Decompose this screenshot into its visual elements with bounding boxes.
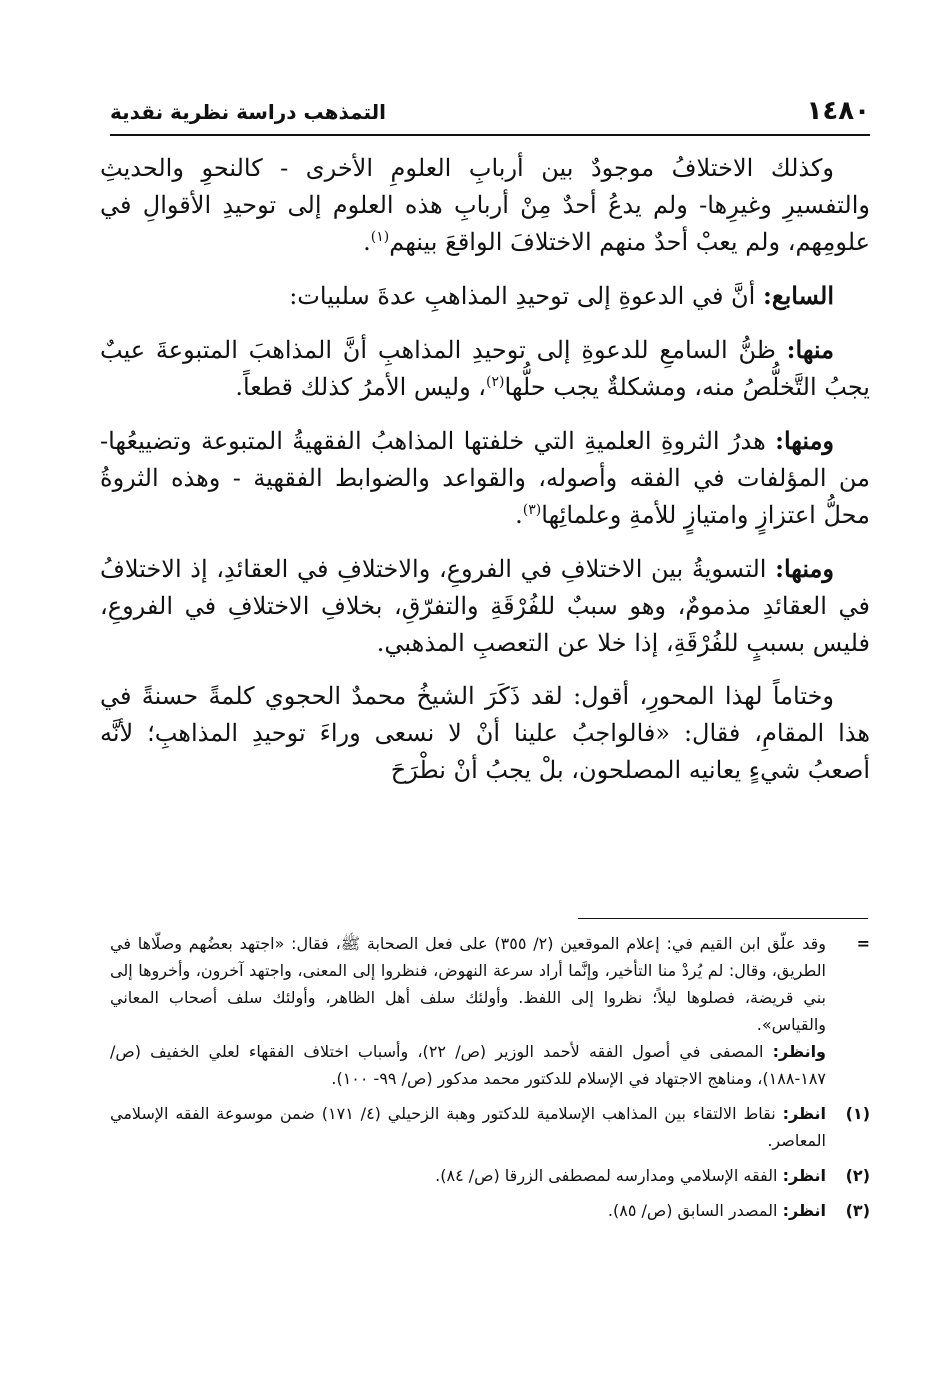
footnote-ref-1: (١): [370, 229, 390, 245]
footnote-continued-paragraph-2: [110, 1038, 826, 1092]
footnote-ref-2: (٢): [486, 374, 505, 390]
footnote-2-text: [110, 1162, 826, 1189]
paragraph-2-lead: السابع:: [762, 281, 834, 310]
paragraph-6-text: وختاماً لهذا المحورِ، أقول: لقد ذَكَرَ الشيخُ محمدٌ الحجوي كلمةً حسنةً في هذا المقامِ، فقال: «فالواجبُ علينا أنْ لا نسعى وراءَ توحيدِ المذاهبِ؛ لأنَّه أصعبُ شيءٍ يعانيه المصلحون، بلْ يجبُ أنْ نطْرَحَ: [100, 682, 870, 784]
paragraph-5-lead: ومنها:: [775, 554, 834, 583]
paragraph-4-end: .: [515, 501, 523, 529]
footnote-continued-lead: وانظر:: [772, 1042, 826, 1061]
footnote-3-mark: (٣): [845, 1201, 870, 1220]
paragraph-5-text: التسويةُ بين الاختلافِ في الفروعِ، والاختلافِ في العقائدِ، إذ الاختلافُ في العقائدِ مذمومٌ، وهو سببٌ للفُرْقَةِ والتفرّقِ، بخلافِ الاختلافِ في الفروعِ، فليس بسببٍ للفُرْقَةِ، إذا خلا عن التعصبِ المذهبي.: [100, 555, 870, 657]
paragraph-3: [100, 331, 870, 406]
paragraph-3-text-a: ظنُّ السامعِ للدعوةِ إلى توحيدِ المذاهبِ أنَّ المذاهبَ المتبوعةَ عيبٌ يجبُ التَّخلُّصُ منه، ومشكلةٌ يجب حلُّها: [100, 336, 870, 401]
footnote-ref-3: (٣): [522, 502, 542, 518]
footnote-1-lead: انظر:: [782, 1104, 827, 1123]
paragraph-5: [100, 550, 870, 662]
page-number: ١٤٨٠: [806, 96, 870, 126]
paragraph-1-text: وكذلك الاختلافُ موجودٌ بين أربابِ العلومِ الأخرى - كالنحوِ والحديثِ والتفسيرِ وغيرِها- ولم يدعُ أحدٌ مِنْ أربابِ هذه العلوم إلى توحيدِ الأقوالِ في علومِهم، ولم يعبْ أحدٌ منهم الاختلافَ الواقعَ بينهم: [100, 154, 870, 256]
footnote-2-body: الفقه الإسلامي ومدارسه لمصطفى الزرقا (ص/ ٨٤).: [435, 1166, 783, 1185]
page-header: [110, 96, 870, 130]
main-text: [100, 150, 870, 805]
running-title: التمذهب دراسة نظرية نقدية: [110, 100, 387, 124]
footnote-continued-mark: =: [856, 934, 870, 953]
paragraph-1: [100, 150, 870, 261]
footnote-continued-body: المصفى في أصول الفقه لأحمد الوزير (ص/ ٢٢)، وأسباب اختلاف الفقهاء لعلي الخفيف (ص/ ١٨٧-١٨٨)، ومناهج الاجتهاد في الإسلام للدكتور محمد مدكور (ص/ ٩٩- ١٠٠).: [110, 1042, 826, 1088]
footnote-2-lead: انظر:: [782, 1166, 826, 1185]
footnote-1-body: نقاط الالتقاء بين المذاهب الإسلامية للدكتور وهبة الزحيلي (٤/ ١٧١) ضمن موسوعة الفقه الإسلامي المعاصر.: [110, 1104, 826, 1150]
paragraph-3-lead: منها:: [786, 335, 834, 364]
footnote-2-mark: (٢): [845, 1166, 870, 1185]
footnote-continued: [110, 930, 870, 1092]
paragraph-2-text: أنَّ في الدعوةِ إلى توحيدِ المذاهبِ عدةَ سلبيات:: [289, 282, 763, 310]
paragraph-6: [100, 678, 870, 789]
paragraph-1-end: .: [363, 228, 371, 256]
paragraph-4-lead: ومنها:: [775, 426, 835, 455]
footnote-3-lead: انظر:: [782, 1201, 826, 1220]
footnote-3-body: المصدر السابق (ص/ ٨٥).: [607, 1201, 783, 1220]
footnote-continued-paragraph-1: وقد علّق ابن القيم في: إعلام الموقعين (٢/ ٣٥٥) على فعل الصحابة ﷺ، فقال: «اجتهد بعضُهم وصلّاها في الطريق، وقال: لم يُردْ منا التأخير، وإنَّما أراد سرعة النهوض، فنظروا إلى المعنى، واجتهد آخرون، وأخروها إلى بني قريضة، فصلوها ليلاً؛ نظروا إلى اللفظ. وأولئك سلف أهل الظاهر، وأولئك سلف أصحاب المعاني والقياس».: [110, 934, 827, 1034]
footnote-1-mark: (١): [845, 1104, 870, 1123]
footnote-2: [110, 1162, 870, 1189]
footnote-1: [110, 1100, 870, 1154]
footnote-continued-text: [110, 930, 826, 1092]
paragraph-4: [100, 422, 870, 534]
footnotes: [110, 930, 870, 1232]
header-rule: [110, 134, 870, 136]
footnote-1-text: [110, 1100, 826, 1154]
footnote-3: [110, 1197, 870, 1224]
paragraph-3-text-b: ، وليس الأمرُ كذلك قطعاً.: [235, 373, 487, 401]
paragraph-4-text: هدرُ الثروةِ العلميةِ التي خلفتها المذاهبُ الفقهيةُ المتبوعة وتضييعُها- من المؤلفات في الفقه وأصوله، والقواعد والضوابط الفقهية - وهذه الثروةُ محلُّ اعتزازٍ وامتيازٍ للأمةِ وعلمائِها: [100, 427, 870, 529]
paragraph-2: [100, 277, 870, 315]
footnote-3-text: [110, 1197, 826, 1224]
footnote-separator: [578, 918, 868, 919]
